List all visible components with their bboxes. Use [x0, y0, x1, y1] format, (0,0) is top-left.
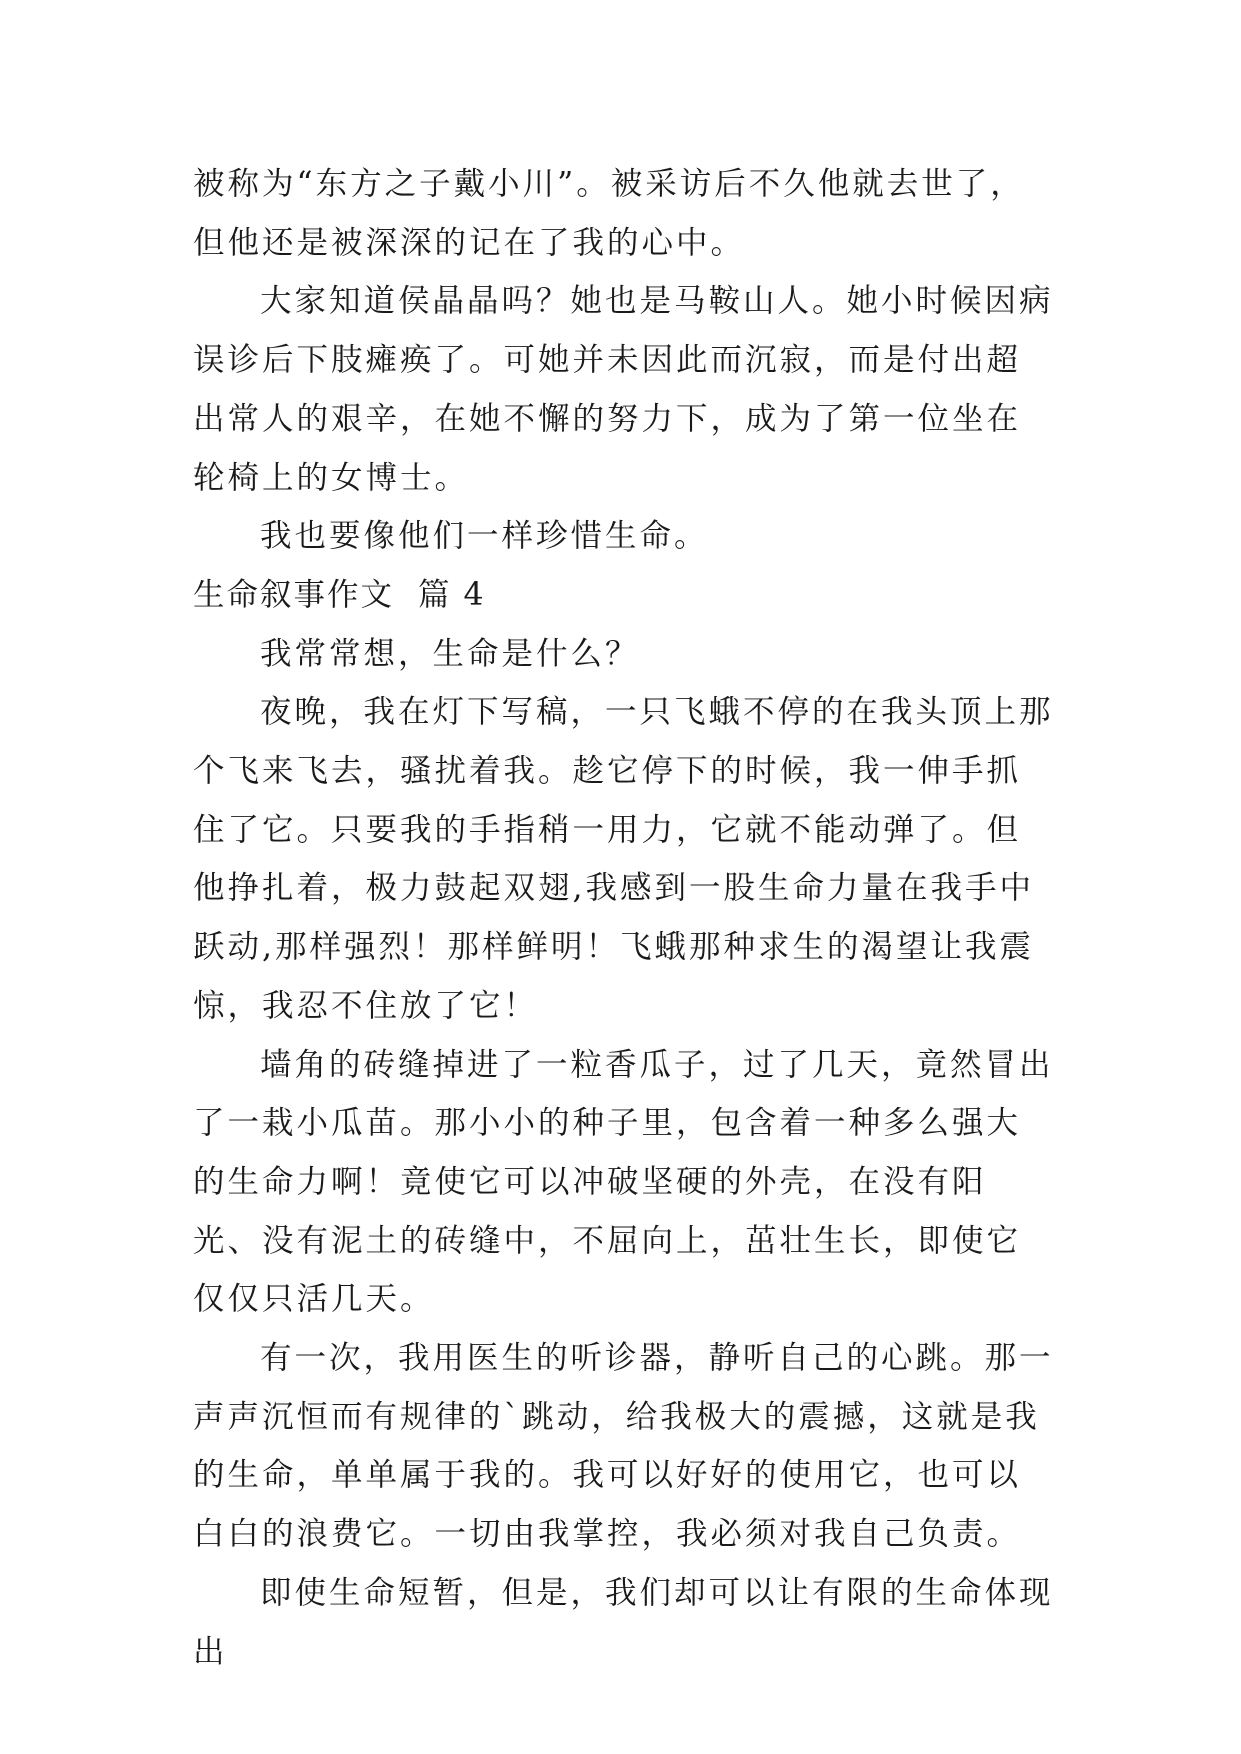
section-heading: 生命叙事作文 篇 4 — [193, 576, 486, 613]
paragraph-hou-jingjing: 大家知道侯晶晶吗？她也是马鞍山人。她小时候因病误诊后下肢瘫痪了。可她并未因此而沉寂，而是付出超出常人的艰辛，在她不懈的努力下，成为了第一位坐在轮椅上的女博士。 — [193, 283, 1054, 496]
paragraph-moth: 夜晚，我在灯下写稿，一只飞蛾不停的在我头顶上那个飞来飞去，骚扰着我。趁它停下的时候，我一伸手抓住了它。只要我的手指稍一用力，它就不能动弹了。但他挣扎着，极力鼓起双翅,我感到一股生命力量在我手中跃动,那样强烈！那样鲜明！飞蛾那种求生的渴望让我震惊，我忍不住放了它！ — [193, 694, 1054, 1024]
paragraph-heartbeat: 有一次，我用医生的听诊器，静听自己的心跳。那一声声沉恒而有规律的`跳动，给我极大的震撼，这就是我的生命，单单属于我的。我可以好好的使用它，也可以白白的浪费它。一切由我掌控，我必须对我自己负责。 — [193, 1340, 1054, 1553]
paragraph-short-life: 即使生命短暂，但是，我们却可以让有限的生命体现出 — [193, 1574, 1054, 1670]
paragraph-what-is-life: 我常常想，生命是什么？ — [260, 635, 640, 672]
document-body — [193, 155, 1055, 1681]
paragraph-continued: 被称为“东方之子戴小川”。被采访后不久他就去世了，但他还是被深深的记在了我的心中。 — [193, 166, 1025, 261]
paragraph-melon-seed: 墙角的砖缝掉进了一粒香瓜子，过了几天，竟然冒出了一栽小瓜苗。那小小的种子里，包含着一种多么强大的生命力啊！竟使它可以冲破坚硬的外壳，在没有阳光、没有泥土的砖缝中，不屈向上，茁壮生长，即使它仅仅只活几天。 — [193, 1046, 1054, 1318]
paragraph-cherish-life: 我也要像他们一样珍惜生命。 — [260, 518, 709, 555]
